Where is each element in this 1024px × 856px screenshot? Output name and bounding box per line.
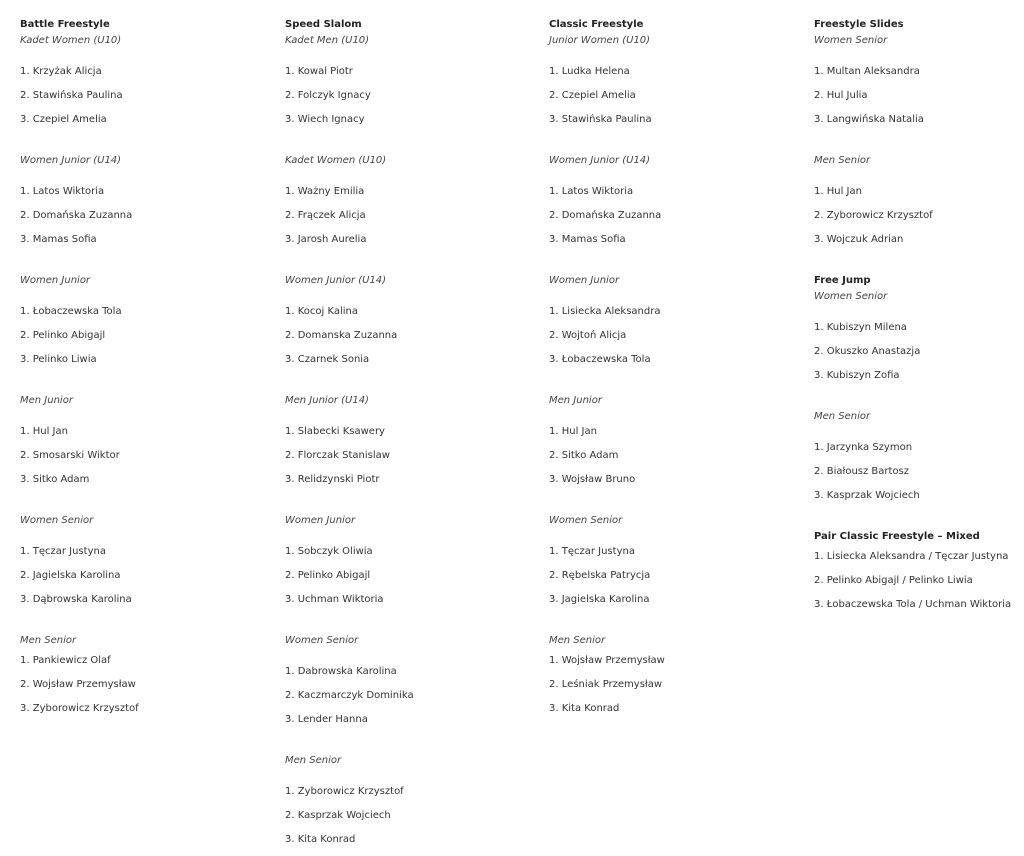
result-entry: 1. Wojsław Przemysław	[549, 655, 665, 666]
result-entry: 3. Wiech Ignacy	[285, 114, 365, 125]
result-entry: 2. Kaczmarczyk Dominika	[285, 690, 414, 701]
result-entry: 1. Hul Jan	[20, 426, 68, 437]
result-entry: 3. Uchman Wiktoria	[285, 594, 384, 605]
result-entry: 3. Zyborowicz Krzysztof	[20, 703, 139, 714]
result-entry: 1. Multan Aleksandra	[814, 66, 920, 77]
result-entry: 3. Kasprzak Wojciech	[814, 490, 920, 501]
category-label: Men Senior	[549, 635, 606, 646]
result-entry: 2. Zyborowicz Krzysztof	[814, 210, 933, 221]
result-entry: 2. Domanska Zuzanna	[285, 330, 398, 341]
category-label: Kadet Women (U10)	[285, 155, 387, 166]
category-label: Women Junior (U14)	[20, 155, 122, 166]
result-entry: 2. Wojsław Przemysław	[20, 679, 136, 690]
result-entry: 3. Kubiszyn Zofia	[814, 370, 900, 381]
result-entry: 1. Latos Wiktoria	[549, 186, 634, 197]
result-entry: 1. Jarzynka Szymon	[814, 442, 913, 453]
result-entry: 3. Jarosh Aurelia	[285, 234, 367, 245]
result-entry: 3. Kita Konrad	[285, 834, 356, 845]
result-entry: 1. Kubiszyn Milena	[814, 322, 907, 333]
result-entry: 1. Ważny Emilia	[285, 186, 365, 197]
result-entry: 2. Wojtoń Alicja	[549, 330, 627, 341]
result-entry: 1. Tęczar Justyna	[20, 546, 106, 557]
result-entry: 1. Hul Jan	[814, 186, 862, 197]
result-entry: 2. Pelinko Abigajl	[285, 570, 371, 581]
category-label: Junior Women (U10)	[549, 35, 651, 46]
discipline-heading: Battle Freestyle	[20, 19, 110, 30]
discipline-heading: Speed Slalom	[285, 19, 362, 30]
category-label: Men Junior	[20, 395, 73, 406]
result-entry: 2. Pelinko Abigajl	[20, 330, 106, 341]
discipline-heading: Free Jump	[814, 275, 871, 286]
result-entry: 3. Relidzynski Piotr	[285, 474, 380, 485]
result-entry: 1. Krzyżak Alicja	[20, 66, 102, 77]
result-entry: 3. Kita Konrad	[549, 703, 620, 714]
result-entry: 1. Ludka Helena	[549, 66, 630, 77]
result-entry: 2. Okuszko Anastazja	[814, 346, 921, 357]
result-entry: 2. Rębelska Patrycja	[549, 570, 651, 581]
result-entry: 1. Lisiecka Aleksandra	[549, 306, 661, 317]
category-label: Women Senior	[814, 35, 888, 46]
result-entry: 2. Leśniak Przemysław	[549, 679, 663, 690]
category-label: Kadet Men (U10)	[285, 35, 370, 46]
discipline-heading: Pair Classic Freestyle – Mixed	[814, 531, 980, 542]
result-entry: 3. Wojsław Bruno	[549, 474, 636, 485]
result-entry: 3. Łobaczewska Tola	[549, 354, 651, 365]
category-label: Men Junior	[549, 395, 602, 406]
result-entry: 2. Folczyk Ignacy	[285, 90, 371, 101]
result-entry: 1. Tęczar Justyna	[549, 546, 635, 557]
category-label: Women Senior	[549, 515, 623, 526]
category-label: Women Senior	[814, 291, 888, 302]
result-entry: 1. Kocoj Kalina	[285, 306, 359, 317]
result-entry: 3. Łobaczewska Tola / Uchman Wiktoria	[814, 599, 1012, 610]
result-entry: 2. Frączek Alicja	[285, 210, 366, 221]
result-entry: 1. Hul Jan	[549, 426, 597, 437]
category-label: Men Senior	[814, 411, 871, 422]
result-entry: 1. Zyborowicz Krzysztof	[285, 786, 404, 797]
result-entry: 1. Łobaczewska Tola	[20, 306, 122, 317]
result-entry: 1. Dabrowska Karolina	[285, 666, 397, 677]
category-label: Women Senior	[20, 515, 94, 526]
result-entry: 2. Stawińska Paulina	[20, 90, 123, 101]
category-label: Women Junior (U14)	[549, 155, 651, 166]
category-label: Kadet Women (U10)	[20, 35, 122, 46]
result-entry: 2. Smosarski Wiktor	[20, 450, 120, 461]
result-entry: 1. Lisiecka Aleksandra / Tęczar Justyna	[814, 551, 1009, 562]
category-label: Women Junior	[285, 515, 356, 526]
category-label: Men Senior	[285, 755, 342, 766]
result-entry: 1. Latos Wiktoria	[20, 186, 105, 197]
result-entry: 1. Pankiewicz Olaf	[20, 655, 111, 666]
category-label: Women Junior	[20, 275, 91, 286]
category-label: Women Senior	[285, 635, 359, 646]
result-entry: 3. Czarnek Sonia	[285, 354, 370, 365]
category-label: Women Junior	[549, 275, 620, 286]
result-entry: 3. Pelinko Liwia	[20, 354, 97, 365]
result-entry: 3. Jagielska Karolina	[549, 594, 650, 605]
result-entry: 1. Sobczyk Oliwia	[285, 546, 373, 557]
result-entry: 2. Jagielska Karolina	[20, 570, 121, 581]
result-entry: 3. Mamas Sofia	[20, 234, 97, 245]
result-entry: 3. Dąbrowska Karolina	[20, 594, 132, 605]
result-entry: 2. Hul Julia	[814, 90, 868, 101]
result-entry: 3. Wojczuk Adrian	[814, 234, 904, 245]
result-entry: 3. Stawińska Paulina	[549, 114, 652, 125]
result-entry: 1. Kowal Piotr	[285, 66, 353, 77]
result-entry: 2. Białousz Bartosz	[814, 466, 910, 477]
category-label: Men Senior	[20, 635, 77, 646]
result-entry: 2. Domańska Zuzanna	[549, 210, 662, 221]
result-entry: 2. Kasprzak Wojciech	[285, 810, 391, 821]
result-entry: 2. Domańska Zuzanna	[20, 210, 133, 221]
result-entry: 1. Slabecki Ksawery	[285, 426, 385, 437]
result-entry: 3. Mamas Sofia	[549, 234, 626, 245]
category-label: Men Senior	[814, 155, 871, 166]
result-entry: 3. Sitko Adam	[20, 474, 90, 485]
result-entry: 2. Czepiel Amelia	[549, 90, 636, 101]
result-entry: 3. Czepiel Amelia	[20, 114, 107, 125]
category-label: Men Junior (U14)	[285, 395, 369, 406]
result-entry: 2. Sitko Adam	[549, 450, 619, 461]
discipline-heading: Classic Freestyle	[549, 19, 644, 30]
category-label: Women Junior (U14)	[285, 275, 387, 286]
result-entry: 2. Pelinko Abigajl / Pelinko Liwia	[814, 575, 973, 586]
result-entry: 3. Langwińska Natalia	[814, 114, 924, 125]
result-entry: 2. Florczak Stanislaw	[285, 450, 390, 461]
result-entry: 3. Lender Hanna	[285, 714, 368, 725]
discipline-heading: Freestyle Slides	[814, 19, 904, 30]
